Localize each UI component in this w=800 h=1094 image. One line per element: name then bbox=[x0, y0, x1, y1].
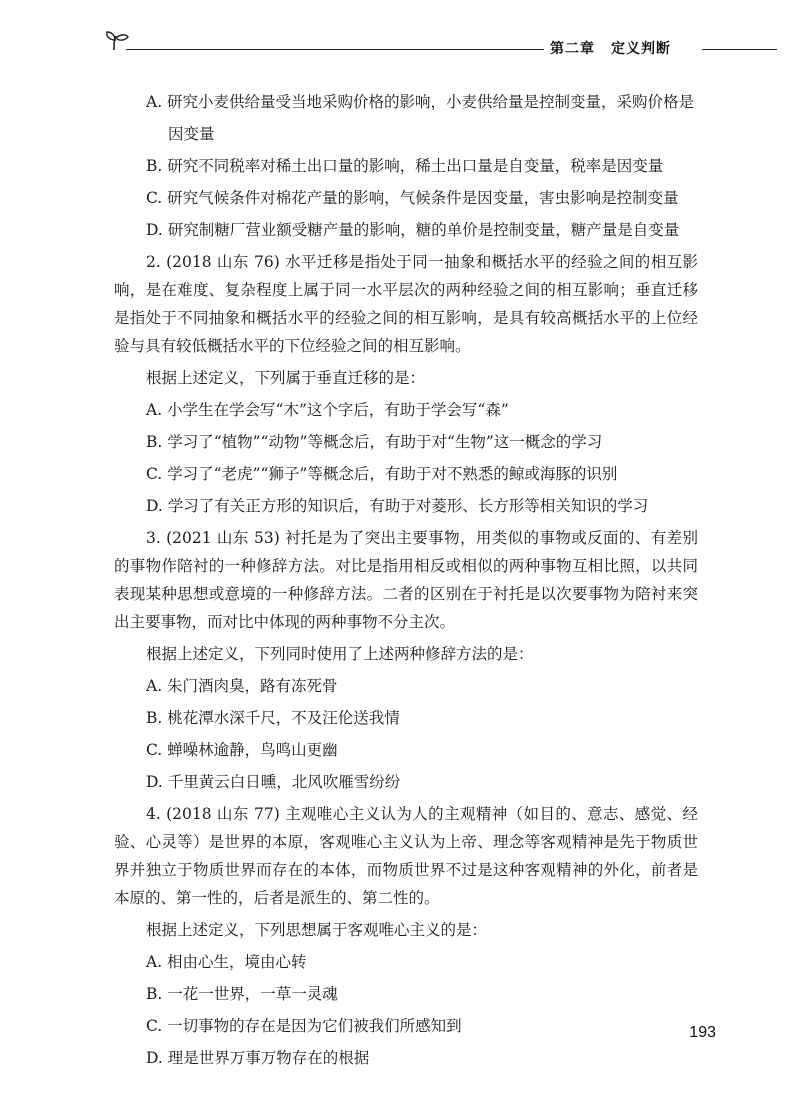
header-rule-right bbox=[702, 49, 777, 50]
q1-option-a: A. 研究小麦供给量受当地采购价格的影响，小麦供给量是控制变量，采购价格是 bbox=[146, 93, 695, 111]
q4-prompt: 根据上述定义，下列思想属于客观唯心主义的是： bbox=[146, 921, 488, 939]
q1-option-b: B. 研究不同税率对稀土出口量的影响，稀土出口量是自变量，税率是因变量 bbox=[146, 157, 664, 175]
q4-option-b: B. 一花一世界，一草一灵魂 bbox=[146, 985, 338, 1003]
q2-option-b: B. 学习了“植物”“动物”等概念后，有助于对“生物”这一概念的学习 bbox=[146, 433, 603, 451]
section-label: 定义判断 bbox=[611, 41, 671, 57]
chapter-label: 第二章 bbox=[550, 41, 595, 57]
page-body bbox=[114, 88, 698, 1076]
q2-prompt: 根据上述定义，下列属于垂直迁移的是： bbox=[146, 369, 426, 387]
header-rule-left bbox=[126, 49, 544, 50]
q2-option-d: D. 学习了有关正方形的知识后，有助于对菱形、长方形等相关知识的学习 bbox=[146, 497, 649, 515]
q3-stem: 3. (2021 山东 53) 衬托是为了突出主要事物，用类似的事物或反面的、有差别的事物作陪衬的一种修辞方法。对比是指用相反或相似的两种事物互相比照，以共同表现某种思想或意境的一种修辞方法。二者的区别在于衬托是以次要事物为陪衬来突出主要事物，而对比中体现的两种事物不分主次。 bbox=[114, 529, 698, 631]
q4-stem: 4. (2018 山东 77) 主观唯心主义认为人的主观精神（如目的、意志、感觉、经验、心灵等）是世界的本原，客观唯心主义认为上帝、理念等客观精神是先于物质世界并独立于物质世界而存在的本体，而物质世界不过是这种客观精神的外化，前者是本原的、第一性的，后者是派生的、第二性的。 bbox=[114, 805, 698, 907]
chapter-heading bbox=[550, 38, 671, 58]
q2-stem: 2. (2018 山东 76) 水平迁移是指处于同一抽象和概括水平的经验之间的相互影响，是在难度、复杂程度上属于同一水平层次的两种经验之间的相互影响；垂直迁移是指处于不同抽象和概括水平的经验之间的相互影响，是具有较高概括水平的上位经验与具有较低概括水平的下位经验之间的相互影响。 bbox=[114, 253, 698, 355]
q3-prompt: 根据上述定义，下列同时使用了上述两种修辞方法的是： bbox=[146, 645, 534, 663]
page-number: 193 bbox=[689, 1024, 716, 1041]
q4-option-a: A. 相由心生，境由心转 bbox=[146, 953, 307, 971]
q1-option-d: D. 研究制糖厂营业额受糖产量的影响，糖的单价是控制变量，糖产量是自变量 bbox=[146, 221, 680, 239]
q3-option-b: B. 桃花潭水深千尺，不及汪伦送我情 bbox=[146, 709, 400, 727]
q3-option-d: D. 千里黄云白日曛，北风吹雁雪纷纷 bbox=[146, 773, 401, 791]
q3-option-a: A. 朱门酒肉臭，路有冻死骨 bbox=[146, 677, 338, 695]
q3-option-c: C. 蝉噪林逾静，鸟鸣山更幽 bbox=[146, 741, 338, 759]
q2-option-c: C. 学习了“老虎”“狮子”等概念后，有助于对不熟悉的鲸或海豚的识别 bbox=[146, 465, 618, 483]
q1-option-a-continued: 因变量 bbox=[168, 125, 215, 143]
q4-option-d: D. 理是世界万事万物存在的根据 bbox=[146, 1049, 370, 1067]
q1-option-c: C. 研究气候条件对棉花产量的影响，气候条件是因变量，害虫影响是控制变量 bbox=[146, 189, 679, 207]
q4-option-c: C. 一切事物的存在是因为它们被我们所感知到 bbox=[146, 1017, 462, 1035]
page-header bbox=[104, 28, 784, 62]
q2-option-a: A. 小学生在学会写“木”这个字后，有助于学会写“森” bbox=[146, 401, 509, 419]
